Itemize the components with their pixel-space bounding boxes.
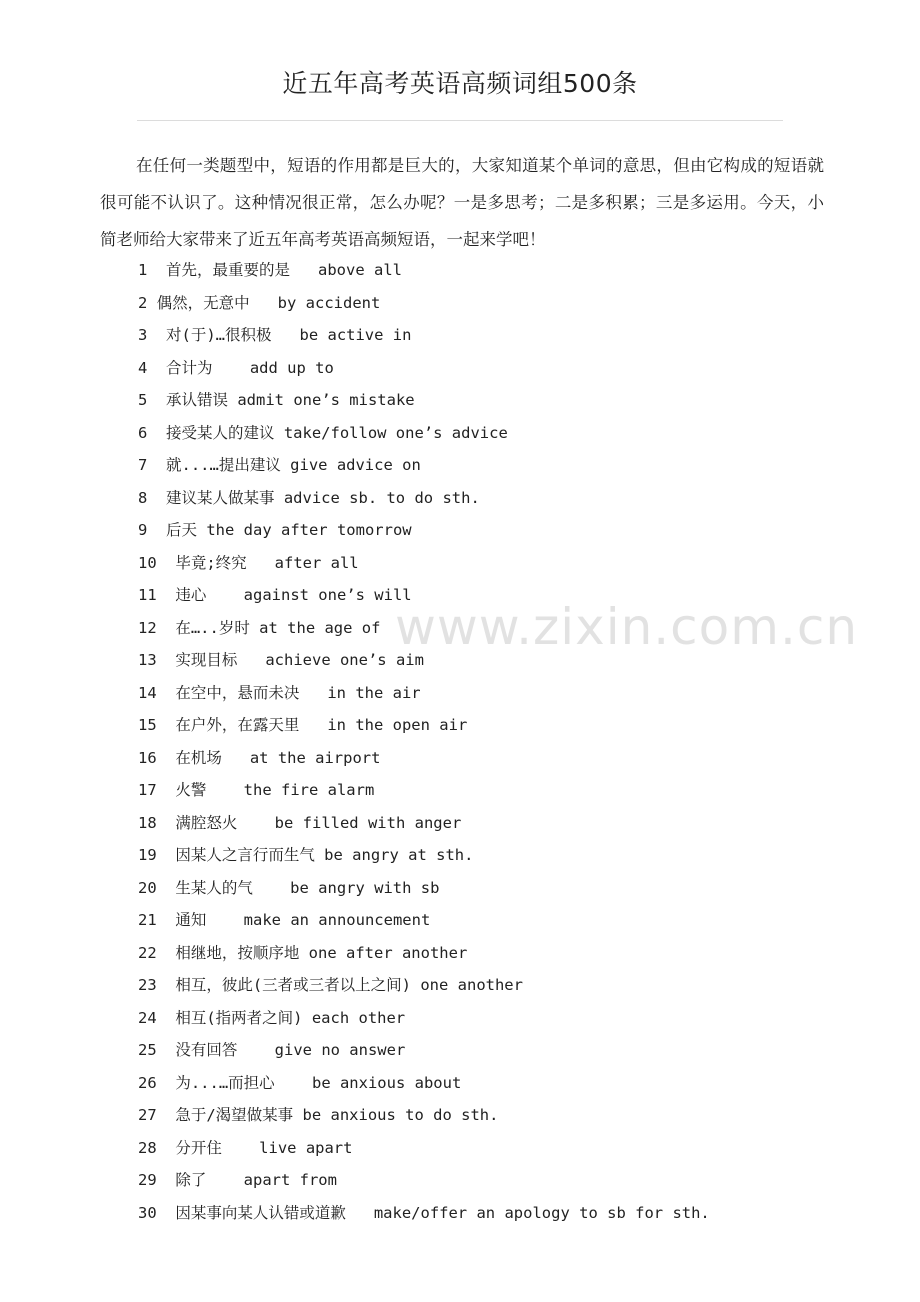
list-item: 8 建议某人做某事 advice sb. to do sth. [138, 488, 480, 507]
list-item: 7 就...…提出建议 give advice on [138, 456, 421, 474]
list-item: 19 因某人之言行而生气 be angry at sth. [138, 846, 474, 864]
list-item: 29 除了 apart from [138, 1171, 337, 1189]
list-item: 22 相继地，按顺序地 one after another [138, 943, 468, 962]
list-item: 15 在户外，在露天里 in the open air [138, 716, 468, 734]
document-title: 近五年高考英语高频词组500条 [282, 69, 638, 98]
list-item: 13 实现目标 achieve one’s aim [138, 651, 424, 669]
list-item: 21 通知 make an announcement [138, 911, 431, 929]
list-item: 25 没有回答 give no answer [138, 1041, 406, 1059]
list-item: 14 在空中，悬而未决 in the air [138, 683, 421, 702]
list-item: 26 为...…而担心 be anxious about [138, 1073, 462, 1092]
list-item: 27 急于/渴望做某事 be anxious to do sth. [138, 1106, 499, 1124]
list-item: 10 毕竟;终究 after all [138, 553, 359, 572]
list-item: 16 在机场 at the airport [138, 748, 381, 767]
list-item: 12 在…..岁时 at the age of [138, 618, 381, 637]
watermark: www.zixin.com.cn [395, 598, 859, 656]
list-item: 4 合计为 add up to [138, 358, 334, 377]
list-item: 5 承认错误 admit one’s mistake [138, 391, 415, 409]
list-item: 17 火警 the fire alarm [138, 781, 375, 799]
intro-paragraph: 在任何一类题型中，短语的作用都是巨大的，大家知道某个单词的意思，但由它构成的短语就很可能不认识了。这种情况很正常，怎么办呢？一是多思考；二是多积累；三是多运用。今天，小简老师给大家带来了近五年高考英语高频短语，一起来学吧！ [100, 156, 824, 249]
list-item: 3 对(于)…很积极 be active in [138, 326, 412, 344]
list-item: 2 偶然，无意中 by accident [138, 293, 381, 312]
list-item: 11 违心 against one’s will [138, 586, 412, 604]
list-item: 28 分开住 live apart [138, 1138, 353, 1157]
list-item: 6 接受某人的建议 take/follow one’s advice [138, 423, 508, 442]
list-item: 24 相互(指两者之间) each other [138, 1008, 406, 1027]
list-item: 1 首先，最重要的是 above all [138, 261, 402, 279]
list-item: 23 相互，彼此(三者或三者以上之间) one another [138, 976, 523, 994]
list-item: 9 后天 the day after tomorrow [138, 521, 412, 539]
list-item: 18 满腔怒火 be filled with anger [138, 813, 462, 832]
title-divider [137, 120, 783, 121]
list-item: 20 生某人的气 be angry with sb [138, 878, 440, 897]
list-item: 30 因某事向某人认错或道歉 make/offer an apology to sb for sth. [138, 1203, 710, 1222]
